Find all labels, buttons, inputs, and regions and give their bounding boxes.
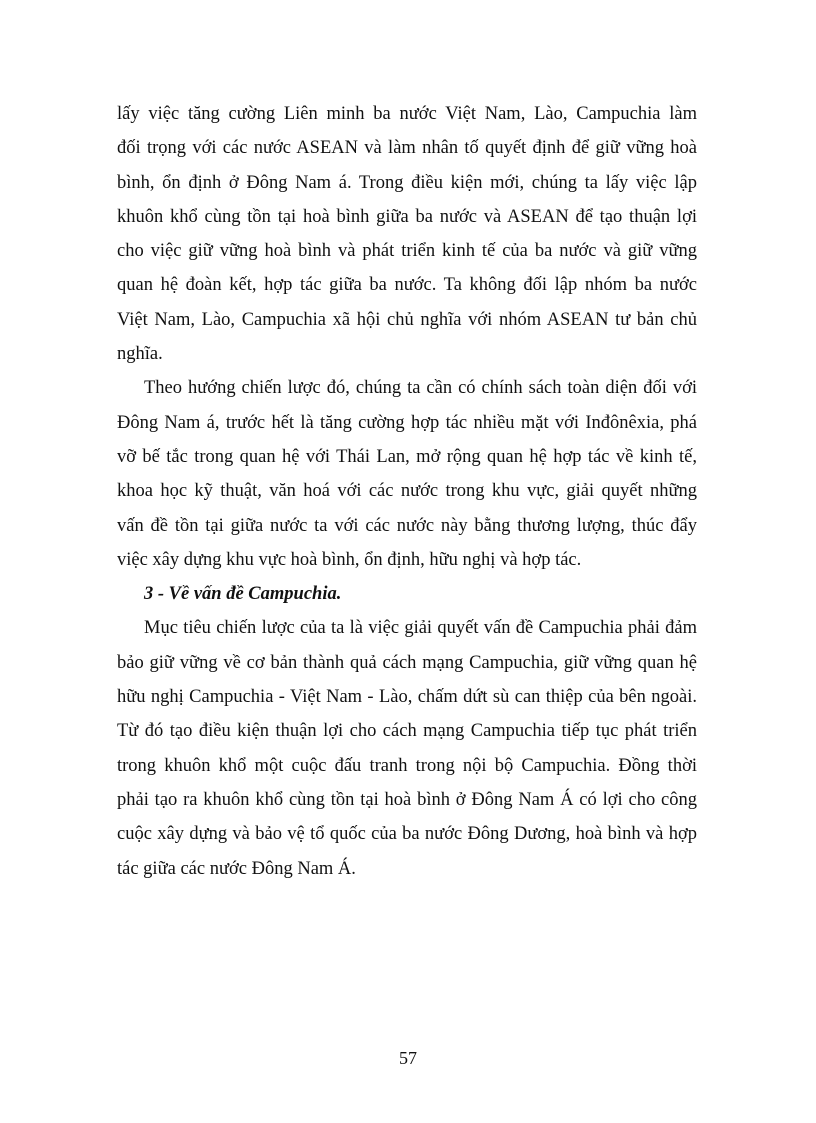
paragraph-1-line-7: Việt Nam, Lào, Campuchia xã hội chủ nghĩa với nhóm ASEAN tư bản chủ <box>117 309 697 330</box>
paragraph-1-line-3: bình, ổn định ở Đông Nam á. Trong điều kiện mới, chúng ta lấy việc lập <box>117 172 697 193</box>
paragraph-2-line-1: Theo hướng chiến lược đó, chúng ta cần có chính sách toàn diện đối với <box>144 378 697 399</box>
paragraph-2-line-6: việc xây dựng khu vực hoà bình, ổn định, hữu nghị và hợp tác. <box>117 549 582 570</box>
paragraph-2-line-5: vấn đề tồn tại giữa nước ta với các nước này bằng thương lượng, thúc đẩy <box>117 515 697 536</box>
paragraph-3-line-6: phải tạo ra khuôn khổ cùng tồn tại hoà bình ở Đông Nam Á có lợi cho công <box>117 789 697 810</box>
paragraph-3-line-5: trong khuôn khổ một cuộc đấu tranh trong nội bộ Campuchia. Đồng thời <box>117 755 697 776</box>
paragraph-1-line-6: quan hệ đoàn kết, hợp tác giữa ba nước. Ta không đối lập nhóm ba nước <box>117 275 697 296</box>
paragraph-3-line-4: Từ đó tạo điều kiện thuận lợi cho cách mạng Campuchia tiếp tục phát triển <box>117 721 697 742</box>
paragraph-2-line-2: Đông Nam á, trước hết là tăng cường hợp tác nhiều mặt với Inđônêxia, phá <box>117 412 697 433</box>
paragraph-1-line-2: đối trọng với các nước ASEAN và làm nhân tố quyết định để giữ vững hoà <box>117 138 697 159</box>
document-body <box>117 97 697 886</box>
paragraph-3-line-1: Mục tiêu chiến lược của ta là việc giải quyết vấn đề Campuchia phải đảm <box>144 618 697 639</box>
paragraph-3-line-7: cuộc xây dựng và bảo vệ tổ quốc của ba nước Đông Dương, hoà bình và hợp <box>117 824 697 845</box>
paragraph-3-line-3: hữu nghị Campuchia - Việt Nam - Lào, chấm dứt sù can thiệp của bên ngoài. <box>117 687 697 708</box>
paragraph-1-line-5: cho việc giữ vững hoà bình và phát triển kinh tế của ba nước và giữ vững <box>117 241 697 262</box>
paragraph-1-line-8: nghĩa. <box>117 344 163 365</box>
paragraph-2-line-4: khoa học kỹ thuật, văn hoá với các nước trong khu vực, giải quyết những <box>117 481 697 502</box>
paragraph-3-line-2: bảo giữ vững về cơ bản thành quả cách mạng Campuchia, giữ vững quan hệ <box>117 652 697 673</box>
paragraph-2-line-3: vỡ bế tắc trong quan hệ với Thái Lan, mở rộng quan hệ hợp tác về kinh tế, <box>117 446 697 467</box>
paragraph-1-line-4: khuôn khổ cùng tồn tại hoà bình giữa ba nước và ASEAN để tạo thuận lợi <box>117 206 697 227</box>
page-number: 57 <box>399 1048 417 1068</box>
paragraph-1-line-1: lấy việc tăng cường Liên minh ba nước Việt Nam, Lào, Campuchia làm <box>117 104 697 124</box>
section-heading: 3 - Về vấn đề Campuchia. <box>144 584 342 605</box>
paragraph-3-line-8: tác giữa các nước Đông Nam Á. <box>117 858 356 879</box>
